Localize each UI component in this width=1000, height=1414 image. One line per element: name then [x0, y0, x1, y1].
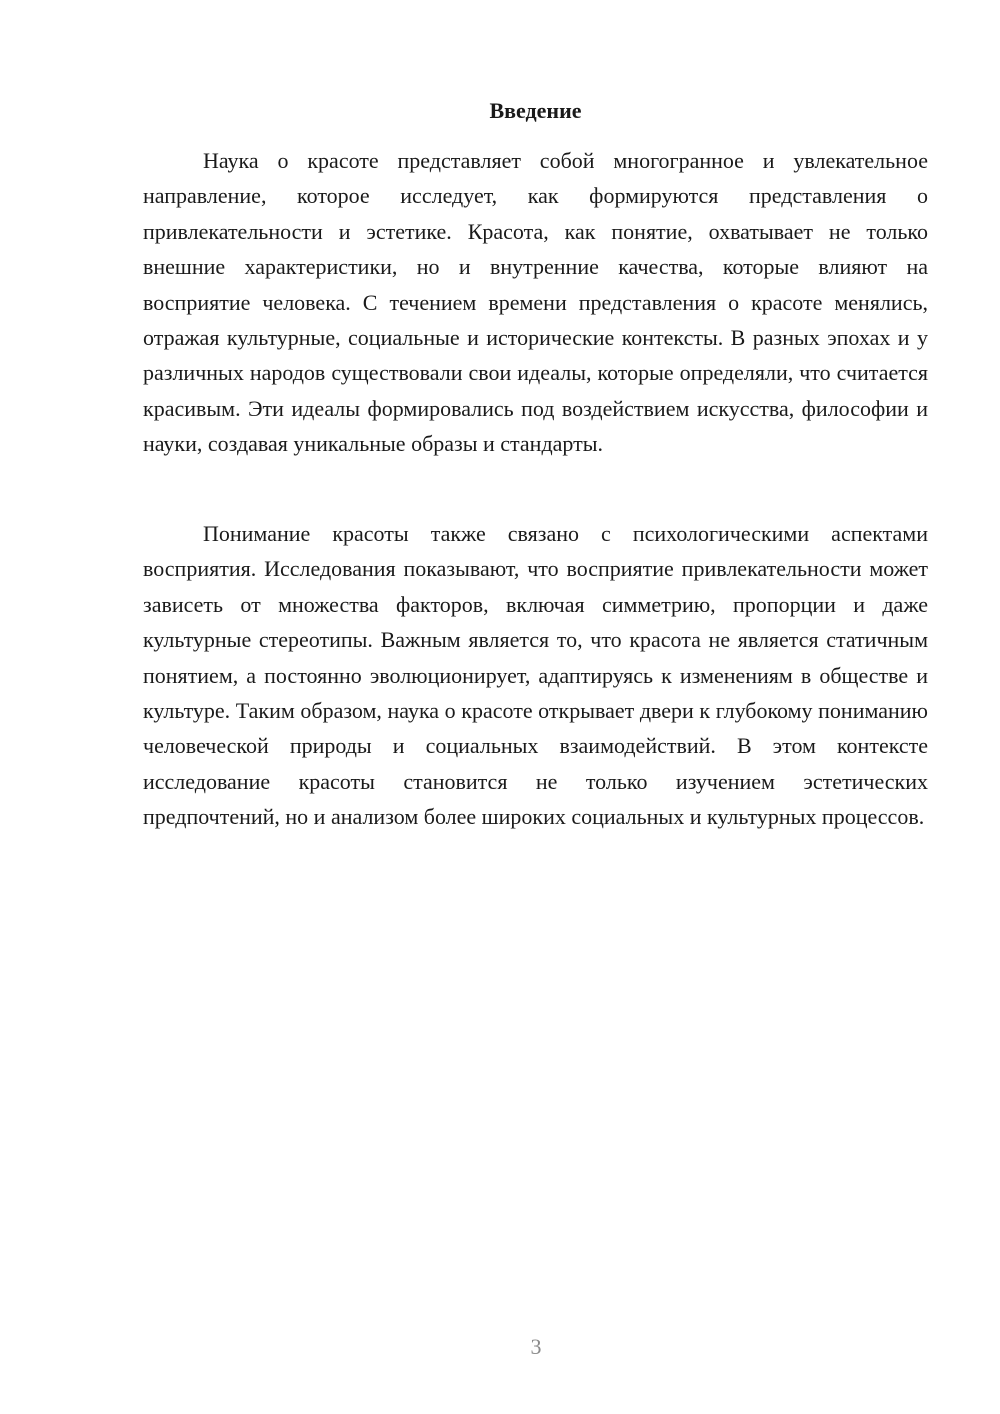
section-heading: Введение [489, 98, 582, 123]
paragraph-2: Понимание красоты также связано с психологическими аспектами восприятия. Исследования показывают, что восприятие привлекательности может зависеть от множества факторов, включая симметрию, пропорции и даже культурные стереотипы. Важным является то, что красота не является статичным понятием, а постоянно эволюционирует, адаптируясь к изменениям в обществе и культуре. Таким образом, наука о красоте открывает двери к глубокому пониманию человеческой природы и социальных взаимодействий. В этом контексте исследование красоты становится не только изучением эстетических предпочтений, но и анализом более широких социальных и культурных процессов. [143, 521, 928, 830]
paragraph-1: Наука о красоте представляет собой многогранное и увлекательное направление, которое исследует, как формируются представления о привлекательности и эстетике. Красота, как понятие, охватывает не только внешние характеристики, но и внутренние качества, которые влияют на восприятие человека. С течением времени представления о красоте менялись, отражая культурные, социальные и исторические контексты. В разных эпохах и у различных народов существовали свои идеалы, которые определяли, что считается красивым. Эти идеалы формировались под воздействием искусства, философии и науки, создавая уникальные образы и стандарты. [143, 148, 928, 457]
page-number: 3 [530, 1334, 542, 1359]
